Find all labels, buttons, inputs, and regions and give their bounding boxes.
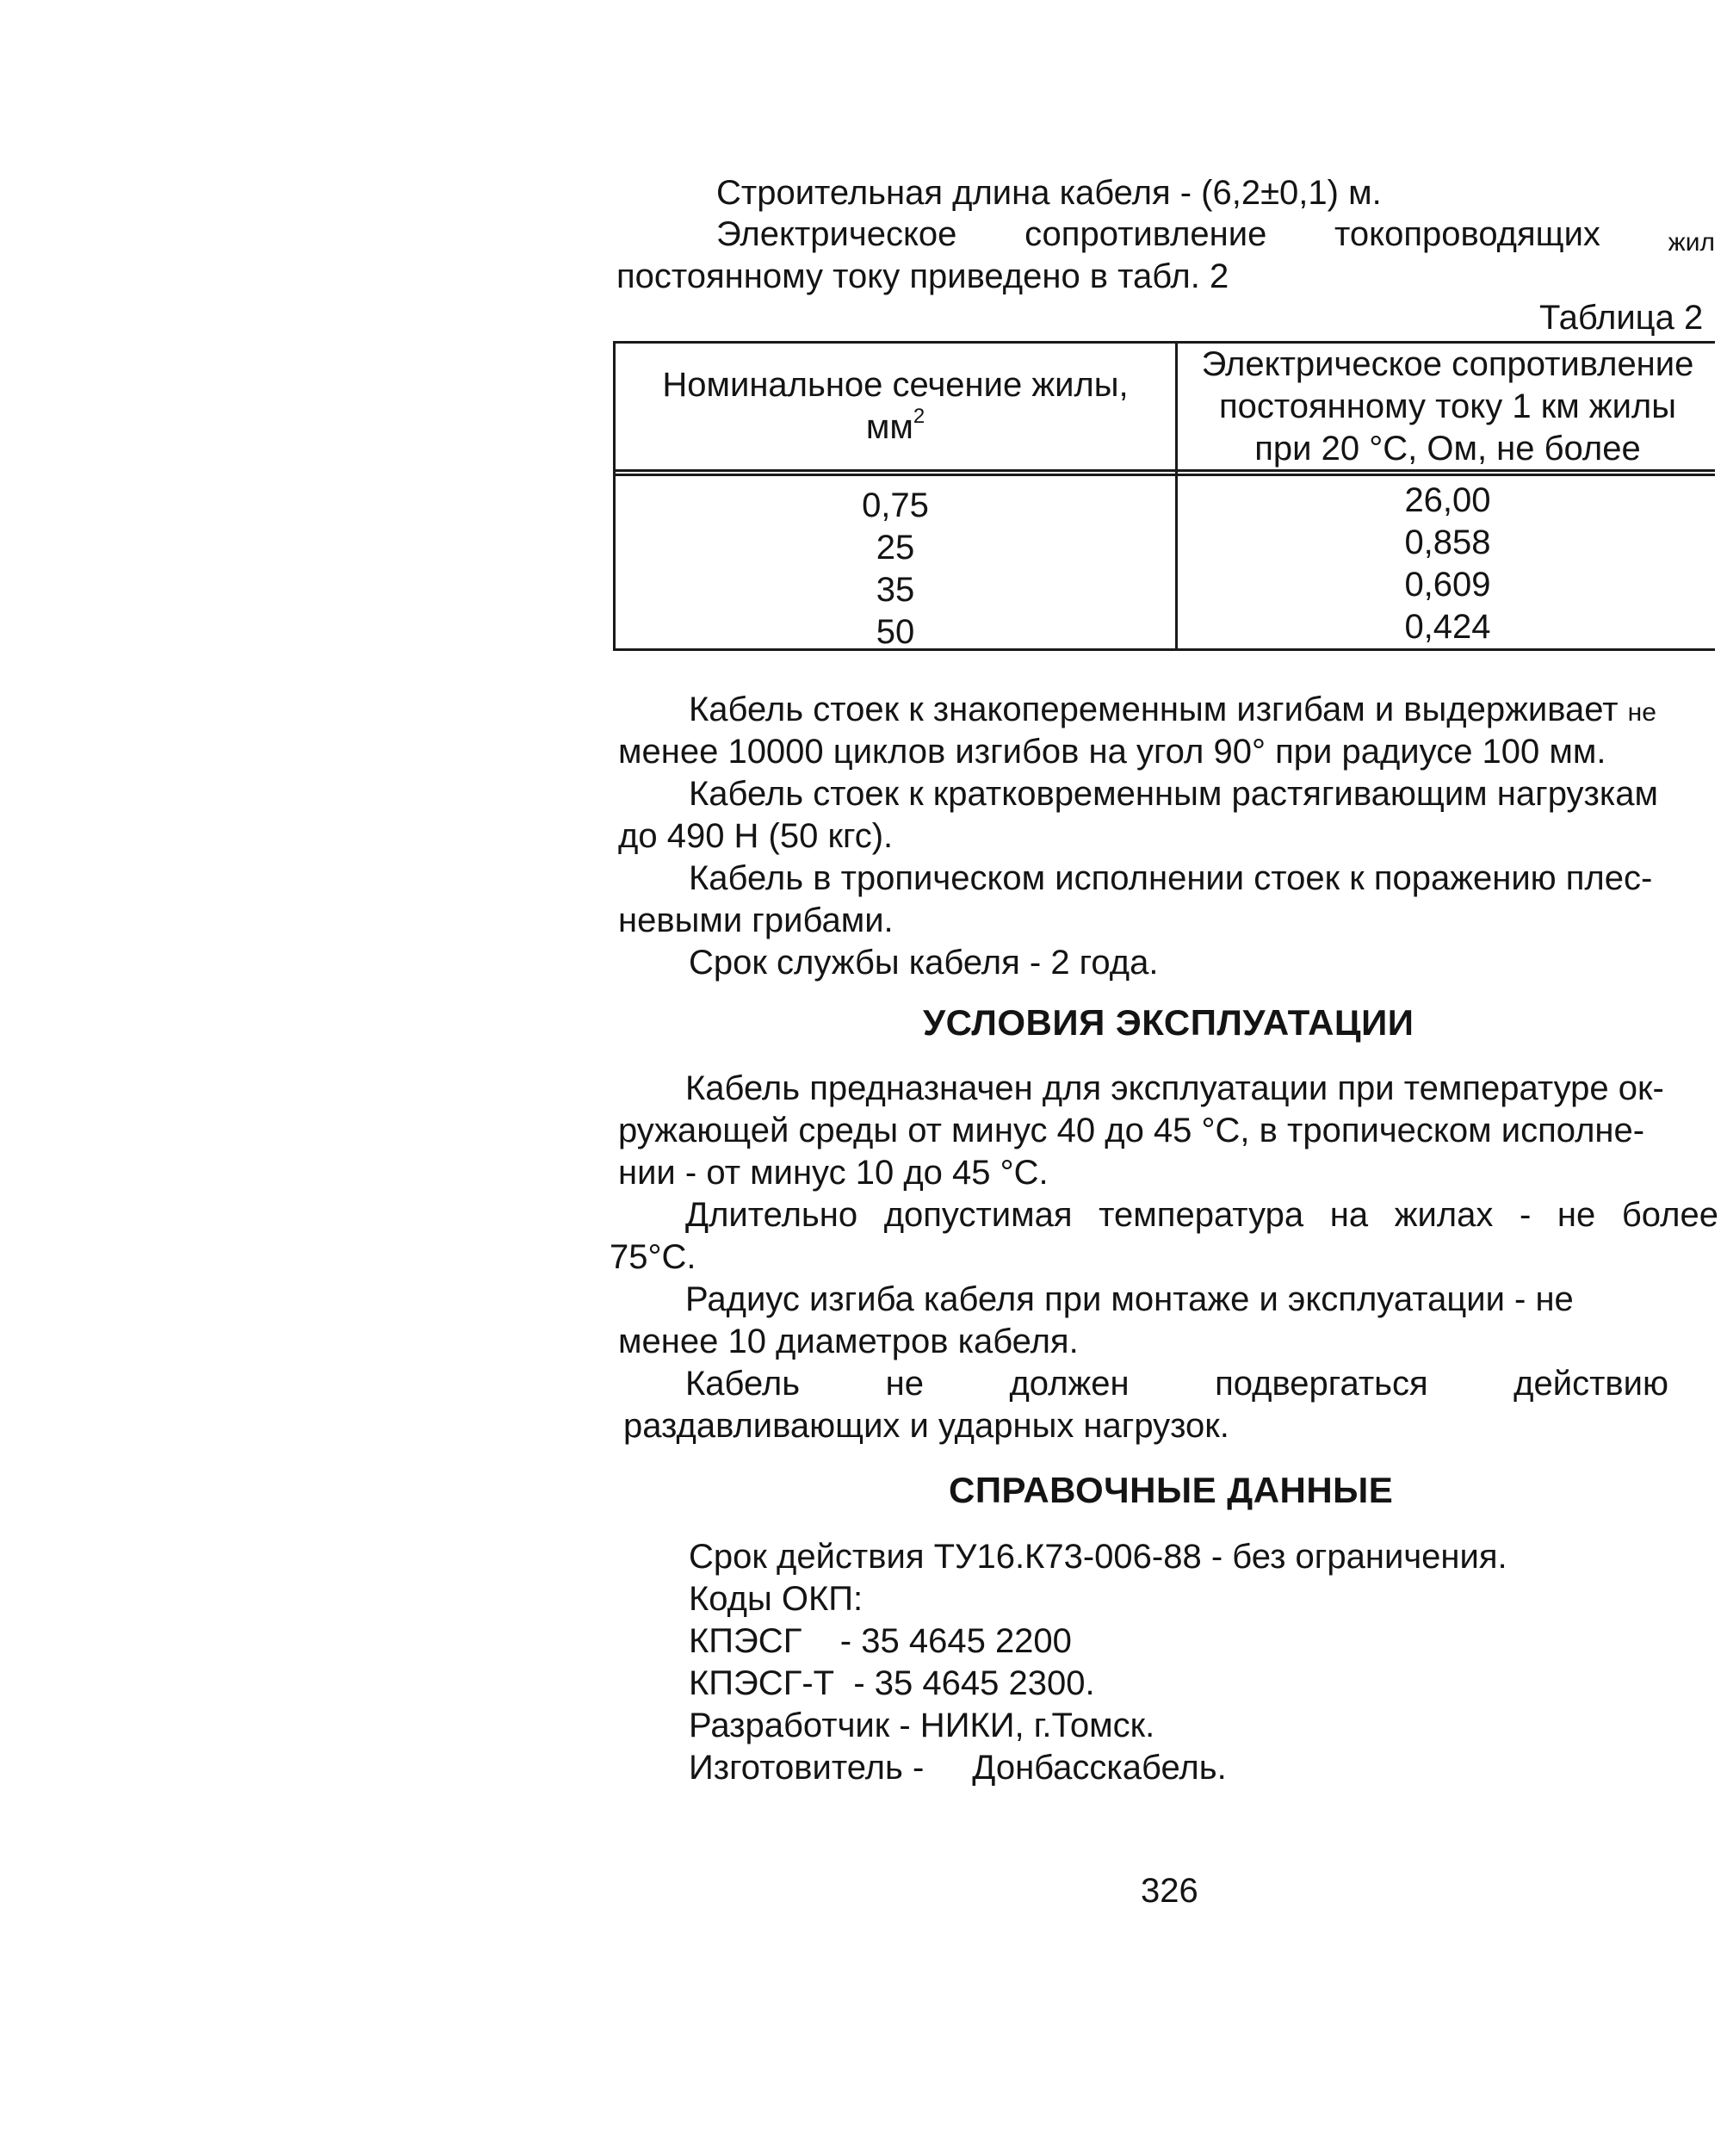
developer-line: Разработчик - НИКИ, г.Томск. <box>689 1707 1155 1744</box>
page-number: 326 <box>1141 1872 1198 1910</box>
table-cell: 0,858 <box>1404 524 1491 561</box>
table-header-divider <box>616 469 1715 476</box>
word: должен <box>1009 1365 1130 1403</box>
word: Длительно <box>685 1196 858 1234</box>
word: токопроводящих <box>1334 215 1600 253</box>
validity-line: Срок действия ТУ16.К73-006-88 - без ограничения. <box>689 1538 1507 1576</box>
core-temp-line-2: 75°С. <box>610 1238 696 1276</box>
unit-exponent: 2 <box>913 405 925 428</box>
bend-radius-line-1: Радиус изгиба кабеля при монтаже и эксплуатации - не <box>685 1280 1574 1318</box>
word: Кабель <box>685 1365 801 1403</box>
bending-line-1 <box>689 689 1656 734</box>
okp-code-kpesg-t: КПЭСГ-Т - 35 4645 2300. <box>689 1664 1095 1702</box>
resistance-table <box>613 341 1715 651</box>
bending-line-2: менее 10000 циклов изгибов на угол 90° при радиусе 100 мм. <box>618 733 1606 771</box>
crush-line-1 <box>685 1363 1668 1404</box>
table-cell: 25 <box>876 529 915 567</box>
word: сопротивление <box>1024 215 1267 253</box>
bend-radius-line-2: менее 10 диаметров кабеля. <box>618 1323 1079 1360</box>
tension-line-2: до 490 Н (50 кгс). <box>618 817 894 855</box>
operating-temp-line-3: нии - от минус 10 до 45 °С. <box>618 1154 1049 1192</box>
table-header-section <box>616 364 1175 449</box>
tension-line-1: Кабель стоек к кратковременным растягивающим нагрузкам <box>689 775 1658 813</box>
word: Электрическое <box>716 215 957 253</box>
cable-length-line: Строительная длина кабеля - (6,2±0,1) м. <box>716 174 1382 212</box>
table-cell: 0,609 <box>1404 566 1491 604</box>
mold-line-1: Кабель в тропическом исполнении стоек к поражению плес- <box>689 859 1653 897</box>
unit-text: мм <box>865 408 913 446</box>
word: на <box>1329 1196 1369 1234</box>
table-cell: 35 <box>876 571 915 609</box>
okp-code-kpesg: КПЭСГ - 35 4645 2200 <box>689 1622 1072 1660</box>
resistance-intro-line-2: постоянному току приведено в табл. 2 <box>616 257 1229 295</box>
table-column-section <box>616 485 1175 654</box>
section-heading-operating: УСЛОВИЯ ЭКСПЛУАТАЦИИ <box>923 1002 1414 1043</box>
word: жил <box>1668 228 1715 257</box>
manufacturer-line <box>689 1747 1227 1788</box>
text: не <box>1627 698 1656 727</box>
table-cell: 26,00 <box>1404 481 1491 519</box>
word: подвергаться <box>1215 1365 1428 1403</box>
word: температура <box>1099 1196 1304 1234</box>
word: - <box>1519 1196 1532 1234</box>
table-column-resistance <box>1178 480 1718 648</box>
service-life-line: Срок службы кабеля - 2 года. <box>689 944 1159 982</box>
word: не <box>1557 1196 1596 1234</box>
manufacturer-label: Изготовитель - <box>689 1749 925 1787</box>
mold-line-2: невыми грибами. <box>618 901 894 939</box>
section-heading-reference: СПРАВОЧНЫЕ ДАННЫЕ <box>949 1470 1394 1510</box>
table-cell: 50 <box>876 613 915 651</box>
header-unit <box>616 406 1175 449</box>
word: действию <box>1513 1365 1668 1403</box>
header-text: Электрическое сопротивление <box>1201 345 1694 383</box>
text: Кабель стоек к знакопеременным изгибам и выдерживает <box>689 691 1628 728</box>
word: жилах <box>1394 1196 1494 1234</box>
word: допустимая <box>883 1196 1073 1234</box>
core-temp-line-1 <box>685 1194 1718 1236</box>
header-text: Номинальное сечение жилы, <box>662 366 1129 404</box>
table-cell: 0,75 <box>862 486 929 524</box>
table-caption: Таблица 2 <box>1539 299 1704 337</box>
operating-temp-line-1: Кабель предназначен для эксплуатации при температуре ок- <box>685 1069 1664 1107</box>
table-cell: 0,424 <box>1404 608 1491 646</box>
operating-temp-line-2: ружающей среды от минус 40 до 45 °С, в тропическом исполне- <box>618 1112 1645 1149</box>
header-text: постоянному току 1 км жилы <box>1218 387 1676 425</box>
word: более <box>1621 1196 1718 1234</box>
okp-title: Коды ОКП: <box>689 1580 864 1618</box>
header-text: при 20 °С, Ом, не более <box>1254 430 1641 468</box>
table-header-resistance <box>1178 344 1718 470</box>
word: не <box>885 1365 924 1403</box>
crush-line-2: раздавливающих и ударных нагрузок. <box>623 1407 1229 1445</box>
manufacturer-name: Донбасскабель. <box>972 1749 1227 1787</box>
